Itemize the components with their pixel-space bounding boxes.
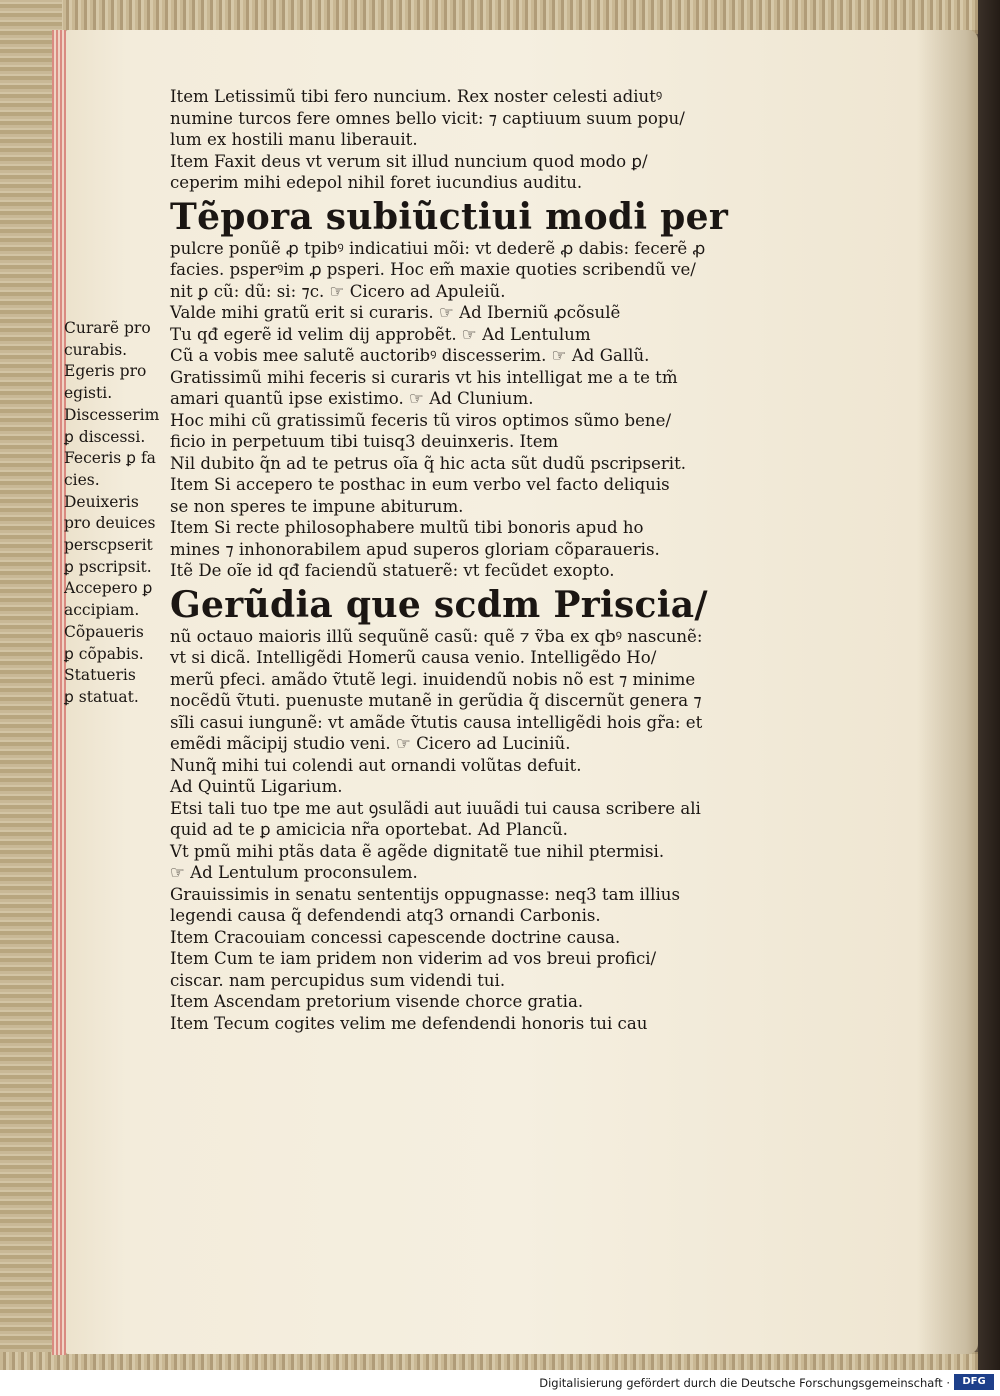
dfg-logo-icon: DFG: [954, 1374, 994, 1390]
text-line: Item Cum te iam pridem non viderim ad vos breui profici/: [170, 949, 657, 968]
text-line: nũ octauo maioris illũ sequũnẽ casũ: quẽ ⁊ ṽba ex qbꝰ nascunẽ:: [170, 626, 703, 646]
section-heading: Tẽpora subiũctiui modi per: [170, 195, 729, 238]
text-line: Item Cracouiam concessi capescende doctrine causa.: [170, 927, 621, 947]
book-cover-top-edge: [0, 0, 1000, 34]
text-line: nit ꝑ cũ: dũ: si: ⁊c. ☞ Cicero ad Apuleiũ.: [170, 281, 506, 301]
text-line: Nunq̃ mihi tui colendi aut ornandi volũtas defuit.: [170, 755, 582, 775]
margin-note-line: perscpserit: [64, 536, 153, 555]
margin-note-line: Curarẽ pro: [64, 319, 151, 337]
text-line: Item Tecum cogites velim me defendendi honoris tui cau: [170, 1013, 648, 1033]
margin-note-line: Feceris ꝑ fa: [64, 449, 156, 468]
text-line: se non speres te impune abiturum.: [170, 496, 464, 516]
margin-note-line: Egeris pro: [64, 362, 147, 381]
text-line: Hoc mihi cũ gratissimũ feceris tũ viros optimos sũmo bene/: [170, 410, 672, 430]
text-line: Grauissimis in senatu sententijs oppugnasse: neq3 tam illius: [170, 884, 680, 904]
margin-note-line: cies.: [64, 470, 100, 489]
page-gutter-shadow: [918, 30, 978, 1354]
text-line: vt si dicã. Intelligẽdi Homerũ causa venio. Intelligẽdo Ho/: [170, 648, 657, 667]
margin-note-line: Deuixeris: [64, 492, 139, 511]
margin-note-line: Statueris: [64, 666, 136, 685]
margin-note-line: ꝑ discessi.: [64, 427, 146, 446]
funding-credit: Digitalisierung gefördert durch die Deutsche Forschungsgemeinschaft ·: [539, 1376, 950, 1390]
text-line: Item Ascendam pretorium visende chorce gratia.: [170, 992, 584, 1011]
text-line: Etsi tali tuo tpe me aut ꝯsulãdi aut iuuãdi tui causa scribere ali: [170, 798, 701, 818]
text-line: ceperim mihi edepol nihil foret iucundius auditu.: [170, 173, 583, 192]
margin-note-line: curabis.: [64, 340, 128, 359]
text-line: sĩli casui iungunẽ: vt amãde ṽtutis causa intelligẽdi hois gr̃a: et: [170, 712, 703, 732]
margin-note-line: ꝑ statuat.: [64, 687, 139, 706]
text-line: facies. psperꝰim ꝓ psperi. Hoc em̃ maxie quoties scribendũ ve/: [170, 260, 696, 279]
text-line: ☞ Ad Lentulum proconsulem.: [170, 863, 418, 882]
text-line: quid ad te ꝑ amicicia nr̃a oportebat. Ad Plancũ.: [170, 820, 568, 839]
text-line: Gratissimũ mihi feceris si curaris vt his intelligat me a te tm̃: [170, 367, 678, 387]
text-line: lum ex hostili manu liberauit.: [170, 130, 418, 149]
text-line: Item Si accepero te posthac in eum verbo vel facto deliquis: [170, 475, 670, 494]
text-line: Vt pmũ mihi ptãs data ẽ agẽde dignitatẽ tue nihil ptermisi.: [170, 841, 665, 861]
text-line: amari quantũ ipse existimo. ☞ Ad Clunium.: [170, 389, 534, 408]
book-cover-right-edge: [978, 0, 1000, 1370]
text-line: Tu qđ egerẽ id velim dij approbẽt. ☞ Ad Lentulum: [170, 324, 591, 344]
margin-note-line: Cõpaueris: [64, 622, 144, 641]
body-text: [170, 86, 790, 1034]
text-line: pulcre ponũẽ ꝓ tpibꝰ indicatiui mõi: vt dederẽ ꝓ dabis: fecerẽ ꝓ: [170, 238, 706, 258]
text-line: Item Faxit deus vt verum sit illud nuncium quod modo ꝑ/: [170, 151, 648, 171]
text-line: merũ pfeci. amãdo ṽtutẽ legi. inuidendũ nobis nõ est ⁊ minime: [170, 669, 696, 689]
text-line: nocẽdũ ṽtuti. puenuste mutanẽ in gerũdia q̃ discernũt genera ⁊: [170, 691, 702, 710]
text-line: Itẽ De oĩe id qđ faciendũ statuerẽ: vt fecũdet exopto.: [170, 561, 615, 580]
text-line: Cũ a vobis mee salutẽ auctoribꝰ discesserim. ☞ Ad Gallũ.: [170, 346, 650, 365]
margin-note-line: pro deuices: [64, 514, 156, 533]
text-line: ciscar. nam percupidus sum videndi tui.: [170, 970, 506, 990]
text-line: Valde mihi gratũ erit si curaris. ☞ Ad Iberniũ ꝓcõsulẽ: [170, 303, 621, 322]
margin-note-line: egisti.: [64, 384, 113, 403]
text-line: numine turcos fere omnes bello vicit: ⁊ captiuum suum popu/: [170, 108, 685, 128]
book-cover-bottom-edge: [0, 1352, 1000, 1370]
text-line: Item Letissimũ tibi fero nuncium. Rex noster celesti adiutꝰ: [170, 87, 663, 106]
section-heading: Gerũdia que scdm Priscia/: [170, 583, 708, 626]
margin-note-line: accipiam.: [64, 601, 140, 620]
margin-note-line: ꝑ pscripsit.: [64, 557, 152, 576]
text-line: ficio in perpetuum tibi tuisq3 deuinxeris. Item: [170, 432, 559, 451]
margin-notes: [64, 318, 176, 709]
text-line: Item Si recte philosophabere multũ tibi bonoris apud ho: [170, 518, 644, 537]
text-line: mines ⁊ inhonorabilem apud superos gloriam cõparaueris.: [170, 539, 660, 559]
text-line: legendi causa q̃ defendendi atq3 ornandi Carbonis.: [170, 906, 601, 925]
text-line: Ad Quintũ Ligarium.: [170, 777, 343, 796]
margin-note-line: ꝑ cõpabis.: [64, 644, 144, 663]
margin-note-line: Discesserim: [64, 405, 160, 424]
footer-bar: [0, 1370, 1000, 1396]
margin-note-line: Accepero ꝑ: [64, 579, 153, 598]
text-line: emẽdi mãcipij studio veni. ☞ Cicero ad Luciniũ.: [170, 734, 571, 753]
text-line: Nil dubito q̃n ad te petrus oĩa q̃ hic acta sũt dudũ pscripserit.: [170, 453, 687, 473]
